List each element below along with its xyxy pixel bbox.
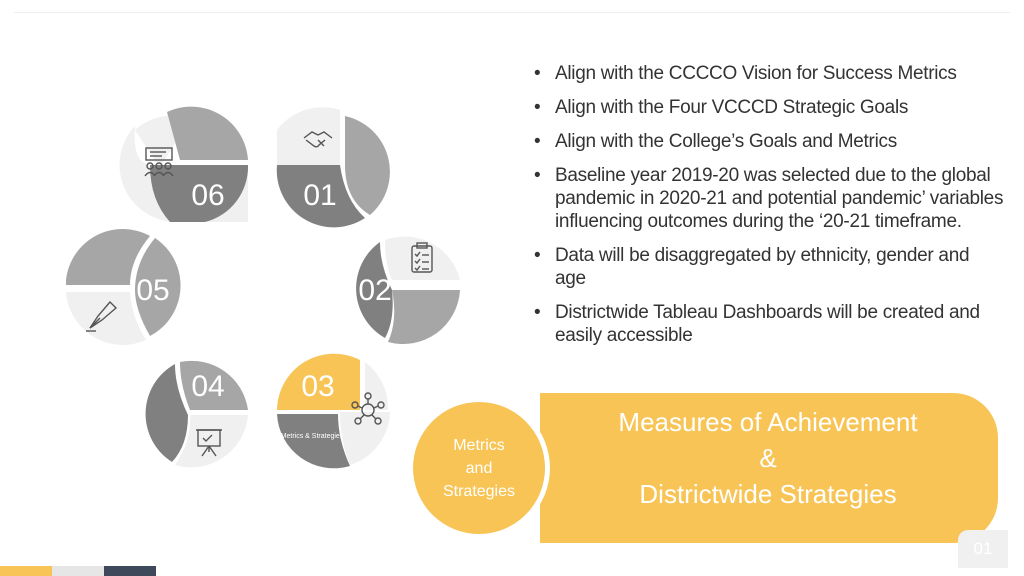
petal-06[interactable] bbox=[120, 107, 248, 222]
petal-02[interactable] bbox=[356, 237, 460, 345]
footer-bar-navy bbox=[104, 566, 156, 576]
circle-line-2: and bbox=[465, 459, 493, 477]
banner-line-2: & bbox=[759, 443, 777, 473]
key-points-list bbox=[534, 62, 1004, 358]
bullet-item: • Align with the College’s Goals and Metrics bbox=[534, 130, 1004, 153]
circle-line-3: Strategies bbox=[442, 482, 516, 500]
petal-02-number: 02 bbox=[358, 274, 392, 307]
petal-01[interactable] bbox=[277, 107, 390, 227]
petal-05[interactable] bbox=[66, 229, 181, 345]
petal-03-number: 03 bbox=[301, 370, 335, 403]
page-number: 01 bbox=[958, 530, 1008, 568]
footer-bar-yellow bbox=[0, 566, 52, 576]
metrics-strategies-circle bbox=[413, 402, 545, 534]
footer-bar-gray bbox=[52, 566, 104, 576]
petal-05-number: 05 bbox=[136, 274, 170, 307]
bullet-item: • Districtwide Tableau Dashboards will be created and easily accessible bbox=[534, 301, 1004, 347]
bullet-item: • Baseline year 2019-20 was selected due to the global pandemic in 2020-21 and potential pandemic’ variables influencing outcomes during the ‘20-21 timeframe. bbox=[534, 164, 1004, 233]
circle-line-1: Metrics bbox=[453, 436, 505, 454]
petal-03[interactable] bbox=[277, 354, 390, 469]
bullet-item: • Align with the CCCCO Vision for Success Metrics bbox=[534, 62, 1004, 85]
petal-04-number: 04 bbox=[191, 370, 225, 403]
bullet-item: • Data will be disaggregated by ethnicity, gender and age bbox=[534, 244, 1004, 290]
petal-03-label: Metrics & Strategies bbox=[280, 433, 344, 440]
banner-line-3: Districtwide Strategies bbox=[639, 479, 897, 509]
petal-04[interactable] bbox=[146, 361, 248, 468]
petal-01-number: 01 bbox=[303, 179, 337, 212]
banner-title bbox=[560, 404, 976, 512]
banner-line-1: Measures of Achievement bbox=[618, 407, 918, 437]
petal-06-number: 06 bbox=[191, 179, 225, 212]
bullet-item: • Align with the Four VCCCD Strategic Goals bbox=[534, 96, 1004, 119]
